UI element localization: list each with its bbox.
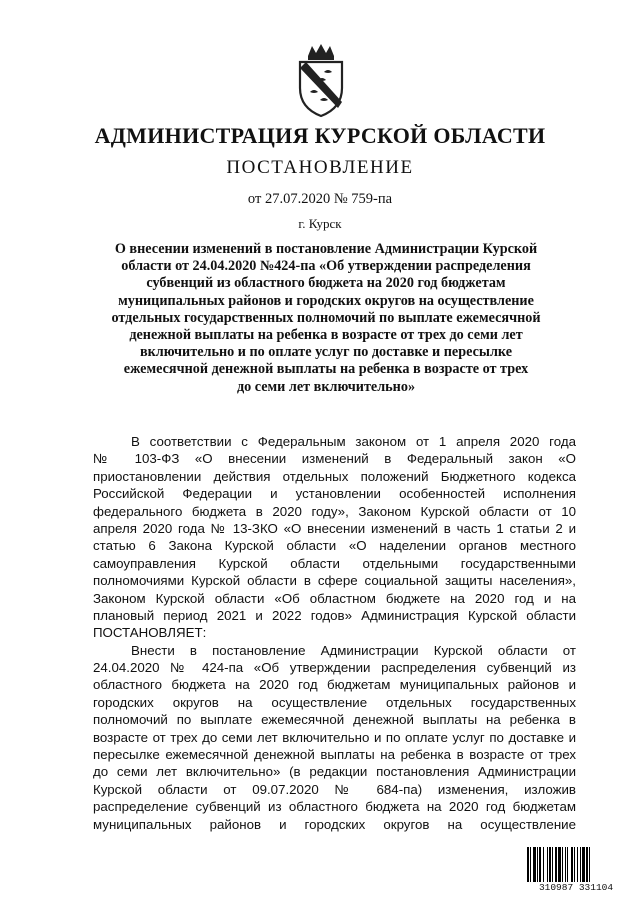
barcode-number: 310987 331104 [524, 882, 628, 893]
barcode-bar [582, 847, 585, 883]
heading-line: ежемесячной денежной выплаты на ребенка в возрасте от трех [123, 361, 529, 378]
body-line: статью 6 Закона Курской области «О наделении органов местного [93, 538, 576, 554]
body-line: Законом Курской области «Об областном бюджете на 2020 год и на [93, 590, 576, 606]
barcode-bar [533, 847, 536, 883]
heading-line: муниципальных районов и городских округов на осуществление [118, 292, 534, 309]
barcode-bar [547, 847, 548, 883]
barcode-bar [527, 847, 529, 883]
body-line: распределение субвенций из областного бюджета на 2020 год бюджетам [93, 799, 576, 815]
heading-line: включительно и по оплате услуг по доставке и пересылке [139, 344, 513, 361]
barcode-bar [539, 847, 541, 883]
barcode-bar [580, 847, 581, 883]
barcode-bar [586, 847, 588, 883]
barcode-bar [589, 847, 590, 883]
barcode-bar [549, 847, 551, 883]
heading-line: О внесении изменений в постановление Администрации Курской [114, 241, 538, 257]
body-line: № 103-ФЗ «О внесении изменений в Федеральный закон «О [93, 451, 576, 467]
body-line: федерального бюджета в 2020 году», Законом Курской области от 10 [93, 503, 576, 519]
barcode-bar [565, 847, 566, 883]
barcode-bar [562, 847, 563, 883]
body-line: Курской области от 09.07.2020 № 684-па) изменения, изложив [93, 781, 576, 797]
heading-line: области от 24.04.2020 №424-па «Об утверждении распределения [121, 258, 531, 275]
body-line: полномочиями Курской области в сфере социальной защиты населения», [93, 573, 576, 589]
body-line: самоуправления Курской области отдельными государственными [93, 555, 576, 571]
body-line: полномочий по выплате ежемесячной денежной выплаты на ребенка в [93, 712, 576, 728]
body-line: Внести в постановление Администрации Курской области от [131, 642, 576, 658]
body-line: Российской Федерации и установлении особенностей исполнения [93, 486, 576, 502]
body-line: возрасте от трех до семи лет включительно и по оплате услуг по доставке и [93, 729, 576, 745]
body-line: областного бюджета на 2020 год бюджетам муниципальных районов и [93, 677, 576, 693]
heading-line: отдельных государственных полномочий по выплате ежемесячной [111, 309, 541, 326]
barcode-bar [530, 847, 531, 883]
document-city: г. Курск [298, 216, 342, 231]
barcode-bar [574, 847, 575, 883]
document-date-number: от 27.07.2020 № 759-па [247, 191, 393, 207]
body-line: плановый период 2021 и 2022 годов» Администрация Курской области [93, 607, 576, 623]
organization-title: АДМИНИСТРАЦИЯ КУРСКОЙ ОБЛАСТИ [94, 123, 546, 148]
barcode-bar [571, 847, 573, 883]
body-line: 24.04.2020 № 424-па «Об утверждении распределения субвенций из [93, 660, 576, 676]
heading-line: до семи лет включительно» [236, 378, 416, 395]
body-line: В соответствии с Федеральным законом от 1 апреля 2020 года [131, 434, 576, 449]
barcode-bar [577, 847, 578, 883]
heading-line: денежной выплаты на ребенка в возрасте от трех до семи лет [129, 327, 523, 344]
body-line: апреля 2020 года № 13-ЗКО «О внесении изменений в часть 1 статьи 2 и [93, 520, 576, 536]
body-line: ПОСТАНОВЛЯЕТ: [93, 625, 207, 641]
document-body [93, 433, 576, 833]
barcode-bar [552, 847, 553, 883]
body-line: до семи лет включительно» (в редакции постановления Администрации [93, 764, 576, 780]
heading-line: субвенций из областного бюджета на 2020 год бюджетам [146, 275, 506, 292]
body-line: приостановлении действия отдельных положений Бюджетного кодекса [93, 468, 576, 484]
barcode-bar [543, 847, 544, 883]
body-line: муниципальных районов и городских округов на осуществление [93, 816, 576, 832]
barcode-bar [567, 847, 568, 883]
barcode-bar [537, 847, 538, 883]
document-heading [110, 241, 542, 396]
kursk-coat-of-arms-icon [294, 42, 348, 118]
barcode-bar [555, 847, 557, 883]
body-line: городских округов на осуществление отдельных государственных [93, 694, 576, 710]
body-line: пересылке ежемесячной денежной выплаты на ребенка в возрасте от трех [93, 747, 576, 763]
barcode-bar [558, 847, 561, 883]
document-type: ПОСТАНОВЛЕНИЕ [226, 157, 414, 178]
